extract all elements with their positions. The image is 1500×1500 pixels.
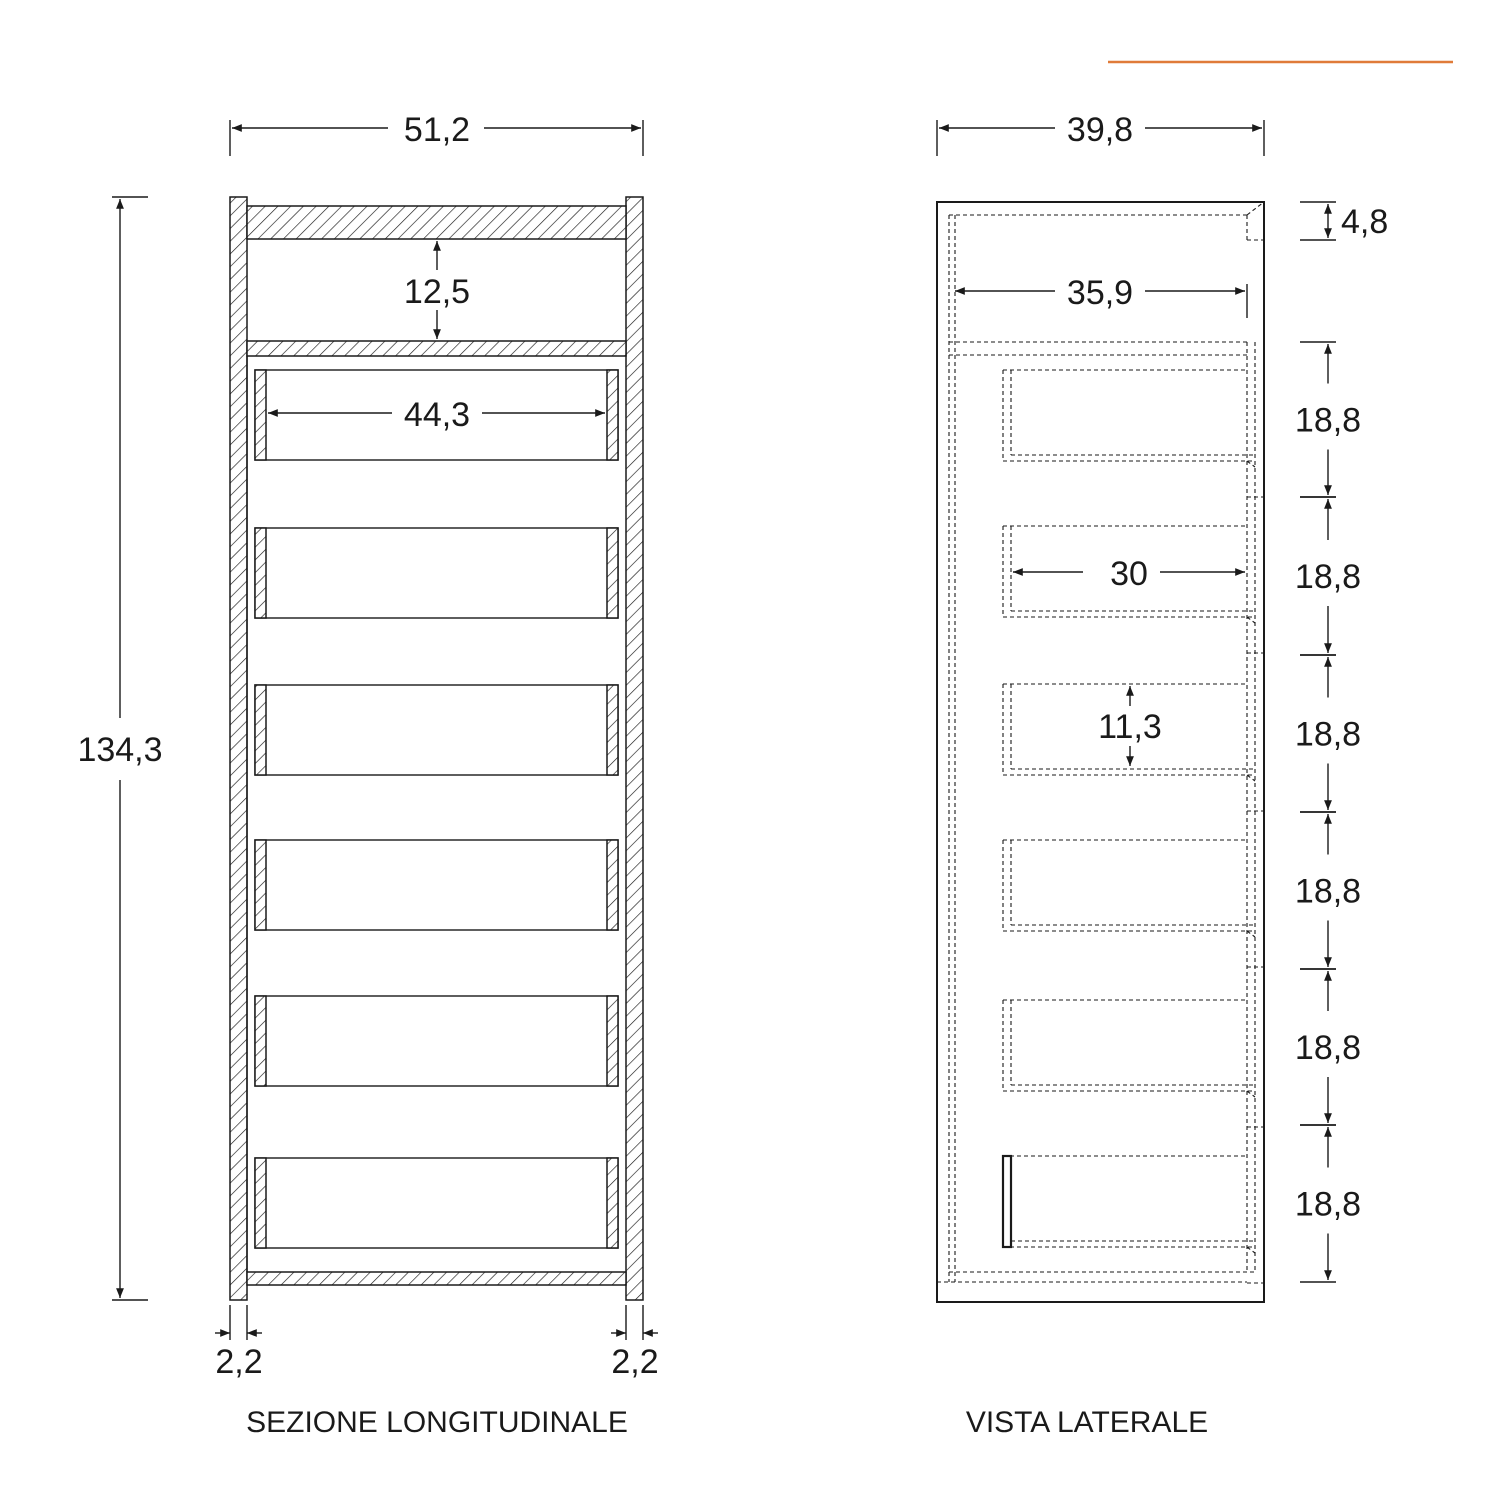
overall-height-label: 134,3 [77,731,163,769]
side-drawer [1003,1000,1264,1127]
section-drawers [255,370,618,1248]
drawer-pitch-label: 18,8 [1294,401,1362,440]
drawer-handle [1003,1156,1011,1247]
right-thickness-dimension [611,1305,659,1381]
overall-width-dimension [230,111,643,156]
side-view-caption: VISTA LATERALE [965,1406,1209,1439]
overall-depth-dimension [937,111,1264,156]
drawer-pitch-dimensions [1295,342,1361,1282]
inner-depth-label: 35,9 [1066,274,1134,312]
drawer-inner-width-label: 44,3 [403,396,471,434]
top-shelf [247,206,626,239]
section-caption: SEZIONE LONGITUDINALE [246,1406,628,1439]
right-thickness-label: 2,2 [611,1343,659,1381]
section-drawer [255,528,618,618]
drawer-depth-label: 30 [1110,555,1148,593]
right-side-panel [626,197,643,1300]
drawer-pitch-dimension [1295,1125,1361,1282]
inner-depth-dimension [955,274,1247,318]
longitudinal-section [77,111,658,1439]
section-drawer [255,840,618,930]
drawer-pitch-dimension [1295,812,1361,969]
top-height-label: 4,8 [1341,203,1389,241]
drawer-pitch-dimension [1295,655,1361,812]
section-drawer [255,996,618,1086]
left-side-panel [230,197,247,1300]
section-drawer [255,685,618,775]
side-drawer [1003,370,1264,497]
drawer-box-height-label: 11,3 [1098,708,1162,746]
drawer-pitch-dimension [1295,969,1361,1125]
overall-height-dimension [77,197,162,1300]
side-drawer [1003,1156,1264,1283]
top-compartment-label: 12,5 [403,273,471,311]
drawer-pitch-dimension [1295,342,1361,497]
drawer-pitch-label: 18,8 [1294,715,1362,754]
side-drawer [1003,684,1264,811]
side-body-outline [937,202,1264,1302]
top-height-dimension [1300,202,1388,241]
drawer-pitch-dimension [1295,497,1361,655]
side-view [937,111,1388,1439]
drawer-pitch-label: 18,8 [1294,558,1362,596]
side-drawers [1003,370,1264,1283]
left-thickness-label: 2,2 [215,1343,263,1381]
top-compartment-dimension [404,241,470,339]
drawer-pitch-label: 18,8 [1294,1029,1362,1067]
drawer-pitch-label: 18,8 [1294,1185,1362,1224]
bottom-shelf [247,1272,626,1285]
drawer-depth-dimension [1013,555,1245,593]
side-drawer [1003,840,1264,967]
section-drawer [255,1158,618,1248]
drawer-pitch-label: 18,8 [1294,872,1362,911]
middle-shelf [247,341,626,356]
overall-depth-label: 39,8 [1066,111,1134,149]
overall-width-label: 51,2 [403,111,471,149]
left-thickness-dimension [215,1305,263,1381]
drawer-box-height-dimension [1098,686,1162,766]
